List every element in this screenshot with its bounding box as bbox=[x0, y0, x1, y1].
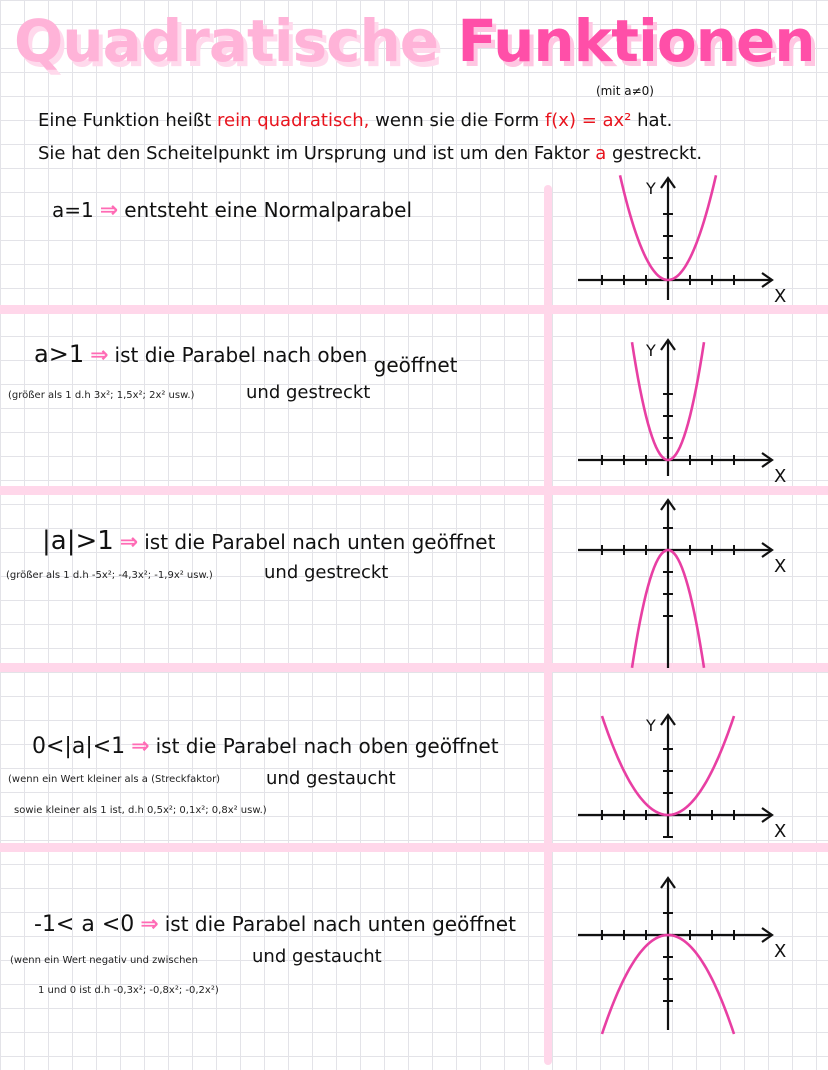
y-axis-label: Y bbox=[646, 716, 656, 735]
formula-note: (mit a≠0) bbox=[596, 84, 654, 98]
x-axis-label: X bbox=[774, 941, 787, 962]
row-3-statement: |a|>1 ⇒ ist die Parabel nach unten geöffnet bbox=[42, 526, 496, 556]
row-4-subtext: und gestaucht bbox=[266, 768, 396, 789]
row-4-statement: 0<|a|<1 ⇒ ist die Parabel nach oben geöffnet bbox=[32, 734, 499, 759]
x-axis-label: X bbox=[774, 286, 787, 307]
y-axis-label: Y bbox=[646, 179, 656, 198]
row-2-note: (größer als 1 d.h 3x²; 1,5x²; 2x² usw.) bbox=[8, 390, 195, 401]
y-axis-label: Y bbox=[646, 341, 656, 360]
arrow-icon: ⇒ bbox=[90, 343, 109, 368]
row-2-subtext: und gestreckt bbox=[246, 382, 371, 403]
arrow-icon: ⇒ bbox=[131, 734, 150, 759]
arrow-icon: ⇒ bbox=[140, 912, 159, 937]
row-2-condition: a>1 bbox=[34, 340, 85, 368]
x-axis-label: X bbox=[774, 821, 787, 842]
row-5-statement: -1< a <0 ⇒ ist die Parabel nach unten geöffnet bbox=[34, 912, 516, 937]
row-1-statement: a=1 ⇒ entsteht eine Normalparabel bbox=[52, 198, 412, 223]
x-axis-label: X bbox=[774, 466, 787, 487]
arrow-icon: ⇒ bbox=[119, 530, 139, 555]
row-2-statement: a>1 ⇒ ist die Parabel nach oben geöffnet bbox=[34, 340, 458, 377]
factor-a: a bbox=[595, 143, 607, 164]
row-4-note-1: (wenn ein Wert kleiner als a (Streckfaktor) bbox=[8, 774, 221, 785]
row-3-condition: |a|>1 bbox=[42, 526, 114, 556]
term-rein-quadratisch: rein quadratisch, bbox=[217, 110, 370, 131]
row-3-note: (größer als 1 d.h -5x²; -4,3x²; -1,9x² usw.) bbox=[6, 570, 213, 581]
formula: f(x) = ax² bbox=[544, 110, 632, 131]
arrow-icon: ⇒ bbox=[99, 198, 119, 223]
title-word-1: Quadratische bbox=[14, 7, 439, 75]
intro-text: Eine Funktion heißt rein quadratisch, wenn sie die Form f(x) = ax² hat. Sie hat den Scheitelpunkt im Ursprung und ist um den Faktor a gestreckt. bbox=[38, 110, 703, 164]
x-axis-label: X bbox=[774, 556, 787, 577]
row-5-note-1: (wenn ein Wert negativ und zwischen bbox=[10, 955, 198, 966]
row-4-note-2: sowie kleiner als 1 ist, d.h 0,5x²; 0,1x²; 0,8x² usw.) bbox=[14, 805, 267, 816]
row-1-condition: a=1 bbox=[52, 198, 94, 222]
title-word-2: Funktionen bbox=[457, 7, 815, 75]
row-5-note-2: 1 und 0 ist d.h -0,3x²; -0,8x²; -0,2x²) bbox=[38, 985, 219, 996]
row-5-subtext: und gestaucht bbox=[252, 946, 382, 967]
row-4-condition: 0<|a|<1 bbox=[32, 734, 126, 759]
row-5-condition: -1< a <0 bbox=[34, 912, 135, 937]
row-3-subtext: und gestreckt bbox=[264, 562, 389, 583]
